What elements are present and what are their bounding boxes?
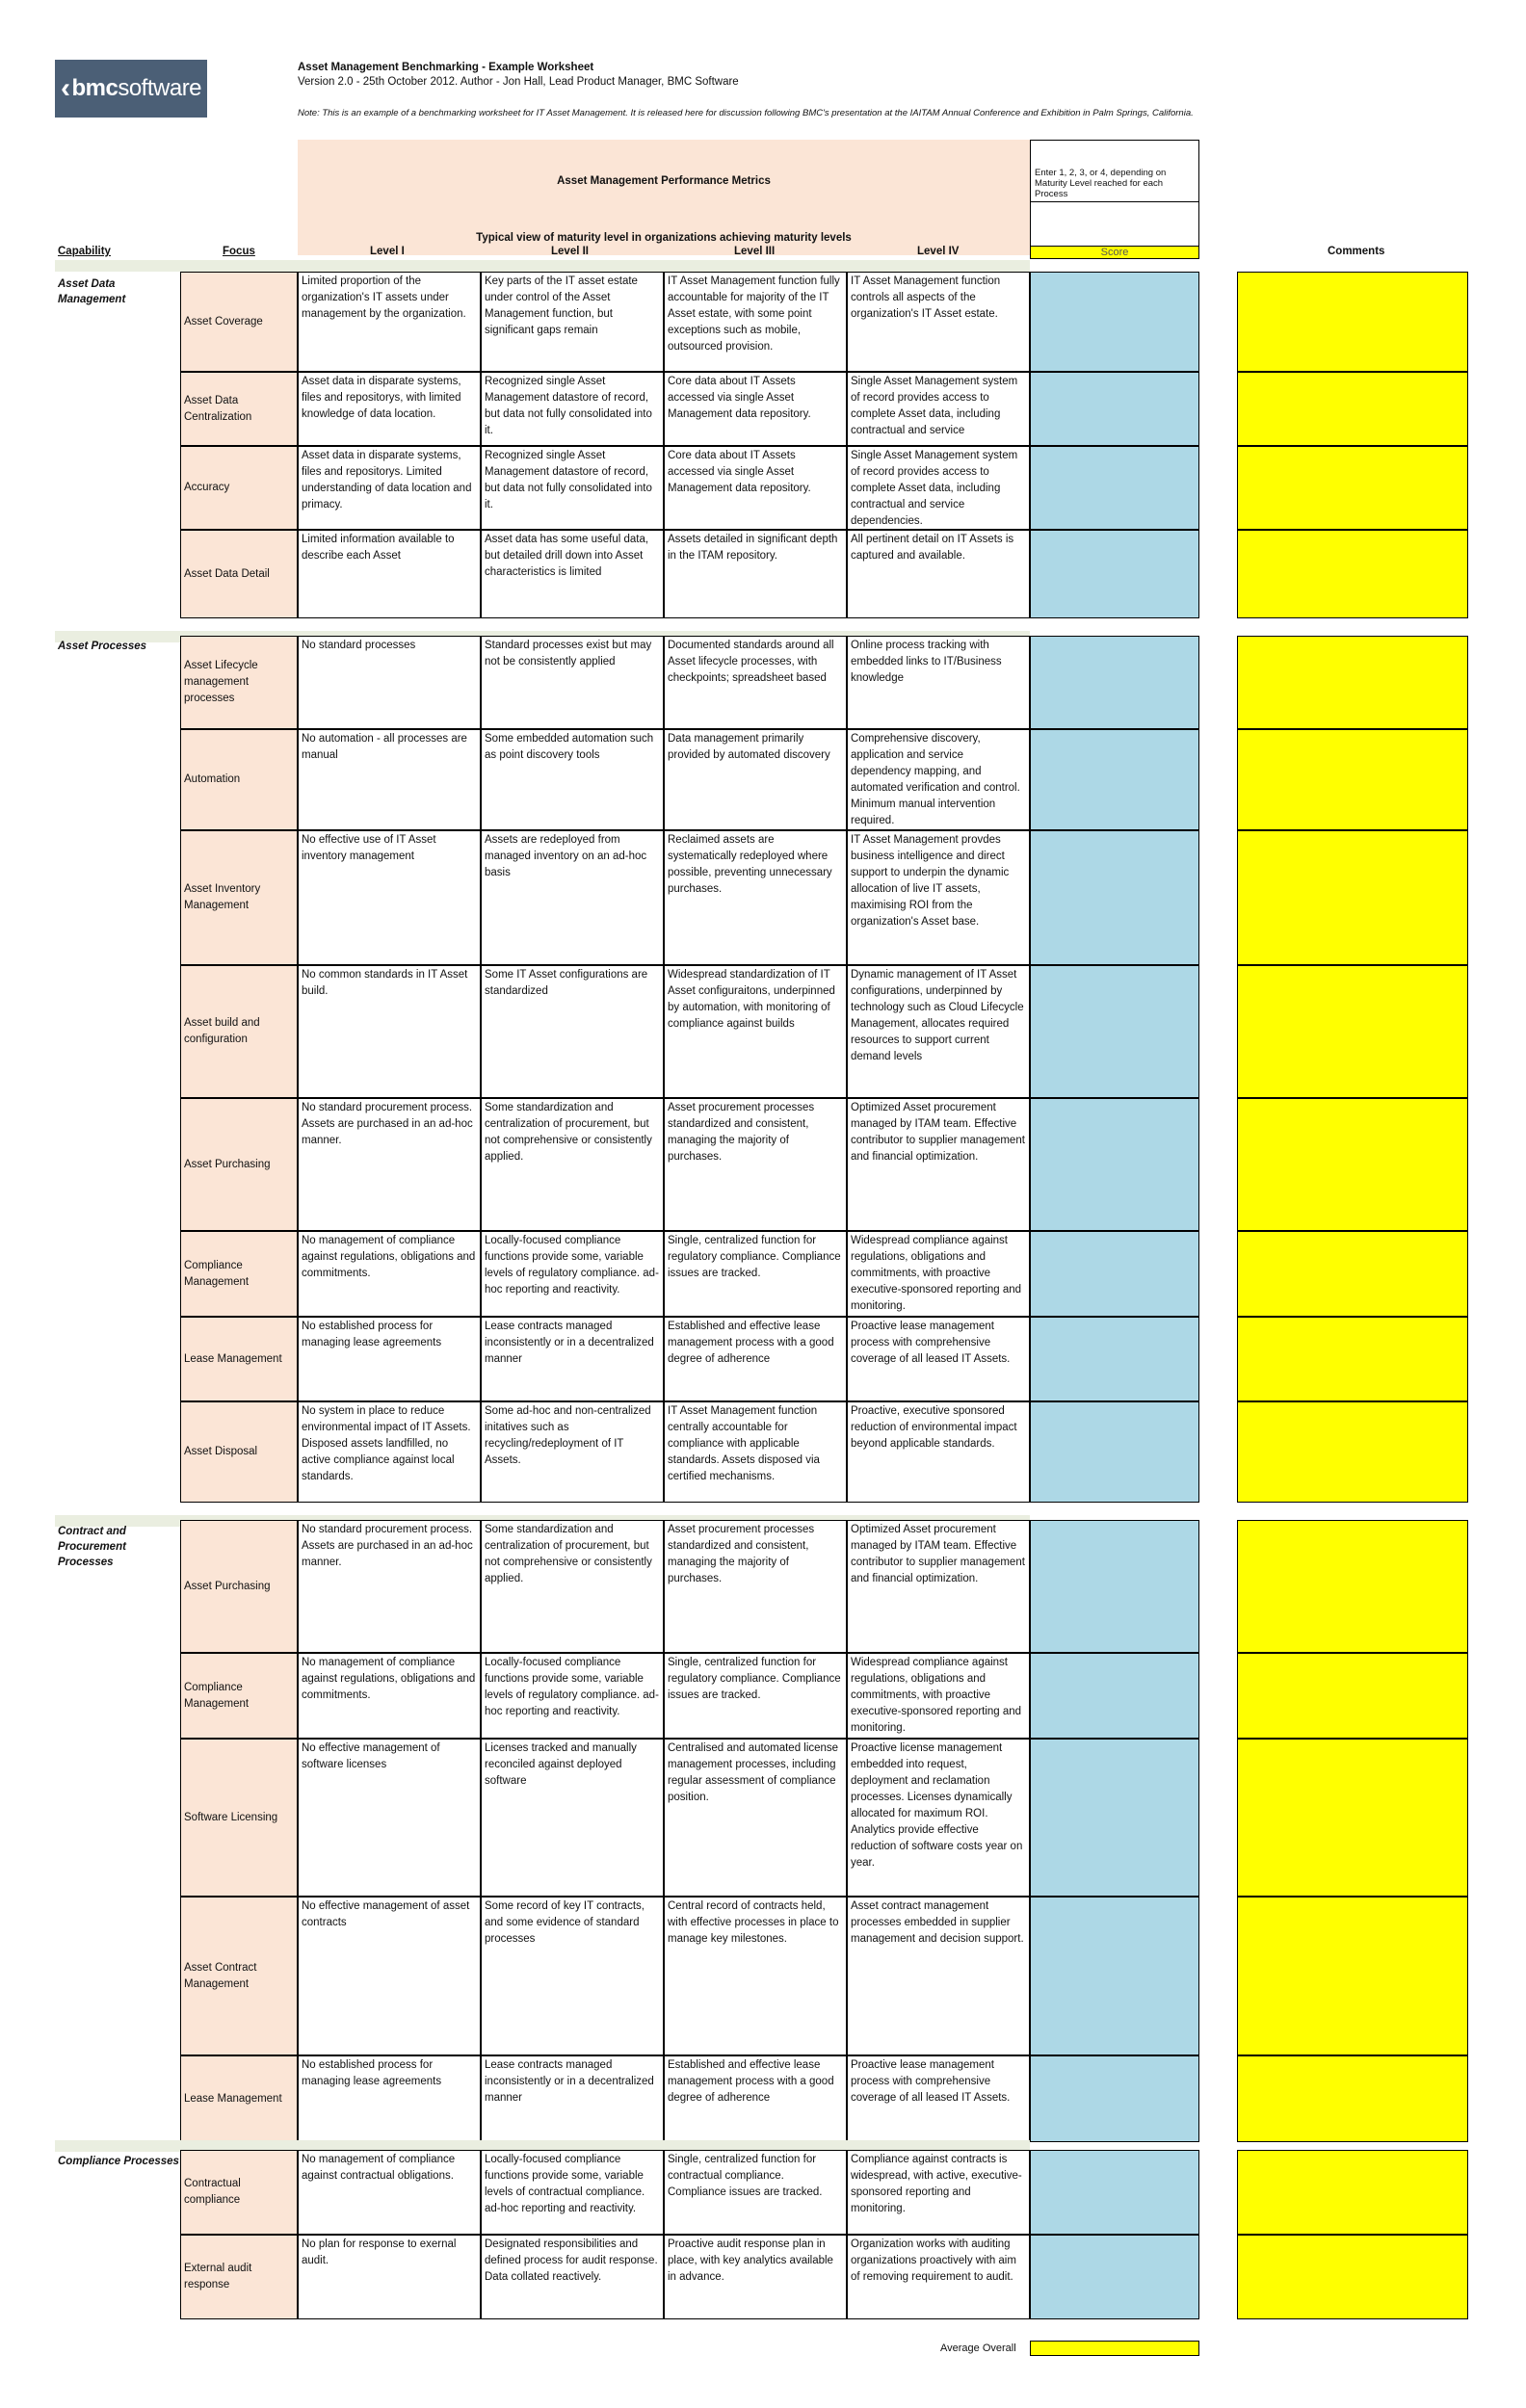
focus-cell: Asset Data Centralization [180, 372, 298, 446]
focus-cell: Software Licensing [180, 1739, 298, 1897]
score-input-cell[interactable] [1030, 965, 1199, 1098]
focus-cell: Lease Management [180, 2055, 298, 2142]
level4-cell: Proactive lease management process with comprehensive coverage of all leased IT Assets. [847, 2055, 1030, 2142]
level4-cell: Widespread compliance against regulations, obligations and commitments, with proactive executive-sponsored reporting and monitoring. [847, 1231, 1030, 1317]
level1-cell: No standard processes [298, 636, 481, 729]
level3-cell: Core data about IT Assets accessed via single Asset Management data repository. [664, 446, 847, 530]
comment-input-cell[interactable] [1237, 2150, 1468, 2235]
level3-cell: Single, centralized function for contractual compliance. Compliance issues are tracked. [664, 2150, 847, 2235]
level3-cell: Central record of contracts held, with effective processes in place to manage key milestones. [664, 1897, 847, 2055]
level3-cell: Reclaimed assets are systematically redeployed where possible, preventing unnecessary purchases. [664, 830, 847, 965]
level1-cell: No automation - all processes are manual [298, 729, 481, 830]
level1-cell: No system in place to reduce environmental impact of IT Assets. Disposed assets landfilled, no active compliance against local standards. [298, 1401, 481, 1503]
comment-input-cell[interactable] [1237, 1739, 1468, 1897]
logo-software-text: software [118, 75, 202, 101]
score-input-cell[interactable] [1030, 2150, 1199, 2235]
capability-label: Contract and Procurement Processes [58, 1526, 126, 1568]
score-input-cell[interactable] [1030, 272, 1199, 372]
focus-cell: Asset Contract Management [180, 1897, 298, 2055]
focus-cell: Compliance Management [180, 1231, 298, 1317]
level4-cell: Single Asset Management system of record provides access to complete Asset data, including contractual and service [847, 372, 1030, 446]
level2-cell: Licenses tracked and manually reconciled against deployed software [481, 1739, 664, 1897]
focus-cell: Asset Coverage [180, 272, 298, 372]
level1-cell: No effective use of IT Asset inventory management [298, 830, 481, 965]
level3-cell: Documented standards around all Asset lifecycle processes, with checkpoints; spreadsheet based [664, 636, 847, 729]
level4-cell: Organization works with auditing organizations proactively with aim of removing requirement to audit. [847, 2235, 1030, 2319]
level2-cell: Recognized single Asset Management datastore of record, but data not fully consolidated into it. [481, 446, 664, 530]
level4-cell: Compliance against contracts is widespread, with active, executive-sponsored reporting and monitoring. [847, 2150, 1030, 2235]
level3-cell: Established and effective lease management process with a good degree of adherence [664, 2055, 847, 2142]
average-overall-label: Average Overall [940, 2343, 1016, 2354]
level3-cell: Established and effective lease management process with a good degree of adherence [664, 1317, 847, 1401]
level2-cell: Designated responsibilities and defined process for audit response. Data collated reactively. [481, 2235, 664, 2319]
comment-input-cell[interactable] [1237, 530, 1468, 618]
comments-column-header: Comments [1328, 246, 1385, 257]
comment-input-cell[interactable] [1237, 636, 1468, 729]
focus-cell: Automation [180, 729, 298, 830]
focus-cell: Asset Lifecycle management processes [180, 636, 298, 729]
score-input-cell[interactable] [1030, 1897, 1199, 2055]
comment-input-cell[interactable] [1237, 1897, 1468, 2055]
comment-input-cell[interactable] [1237, 729, 1468, 830]
level2-cell: Locally-focused compliance functions provide some, variable levels of regulatory compliance. ad-hoc reporting and reactivity. [481, 1231, 664, 1317]
level4-cell: Asset contract management processes embedded in supplier management and decision support. [847, 1897, 1030, 2055]
score-input-cell[interactable] [1030, 1520, 1199, 1653]
score-input-cell[interactable] [1030, 1401, 1199, 1503]
focus-cell: Compliance Management [180, 1653, 298, 1739]
score-input-cell[interactable] [1030, 1098, 1199, 1231]
level1-cell: No standard procurement process. Assets are purchased in an ad-hoc manner. [298, 1098, 481, 1231]
level1-cell: No established process for managing lease agreements [298, 1317, 481, 1401]
score-input-cell[interactable] [1030, 2055, 1199, 2142]
level4-cell: Proactive lease management process with comprehensive coverage of all leased IT Assets. [847, 1317, 1030, 1401]
score-input-cell[interactable] [1030, 636, 1199, 729]
level1-cell: Asset data in disparate systems, files and repositorys, with limited knowledge of data location. [298, 372, 481, 446]
level3-cell: Assets detailed in significant depth in the ITAM repository. [664, 530, 847, 618]
level1-cell: No common standards in IT Asset build. [298, 965, 481, 1098]
score-input-cell[interactable] [1030, 1739, 1199, 1897]
bmc-software-logo [55, 60, 207, 118]
focus-cell: Lease Management [180, 1317, 298, 1401]
level4-cell: Widespread compliance against regulations, obligations and commitments, with proactive executive-sponsored reporting and monitoring. [847, 1653, 1030, 1739]
level2-column-header: Level II [551, 246, 589, 257]
worksheet-title: Asset Management Benchmarking - Example Worksheet [298, 62, 594, 73]
level3-cell: IT Asset Management function centrally accountable for compliance with applicable standards. Assets disposed via certified mechanisms. [664, 1401, 847, 1503]
level4-cell: Dynamic management of IT Asset configurations, underpinned by technology such as Cloud Lifecycle Management, allocates required resources to support current demand levels [847, 965, 1030, 1098]
score-input-cell[interactable] [1030, 830, 1199, 965]
focus-cell: Asset build and configuration [180, 965, 298, 1098]
capability-label: Compliance Processes [58, 2156, 179, 2167]
score-input-cell[interactable] [1030, 372, 1199, 446]
level3-cell: IT Asset Management function fully accountable for majority of the IT Asset estate, with some point exceptions such as mobile, outsourced provision. [664, 272, 847, 372]
level3-cell: Core data about IT Assets accessed via single Asset Management data repository. [664, 372, 847, 446]
score-column-header: Score [1030, 246, 1199, 259]
score-header-blank [1030, 201, 1199, 246]
level1-cell: Limited proportion of the organization's IT assets under management by the organization. [298, 272, 481, 372]
score-input-cell[interactable] [1030, 446, 1199, 530]
score-input-cell[interactable] [1030, 2235, 1199, 2319]
level1-cell: No management of compliance against contractual obligations. [298, 2150, 481, 2235]
level2-cell: Locally-focused compliance functions provide some, variable levels of regulatory compliance. ad-hoc reporting and reactivity. [481, 1653, 664, 1739]
focus-cell: Accuracy [180, 446, 298, 530]
level1-cell: Asset data in disparate systems, files and repositorys. Limited understanding of data location and primacy. [298, 446, 481, 530]
level2-cell: Assets are redeployed from managed inventory on an ad-hoc basis [481, 830, 664, 965]
score-input-cell[interactable] [1030, 1231, 1199, 1317]
comment-input-cell[interactable] [1237, 1317, 1468, 1401]
score-input-cell[interactable] [1030, 530, 1199, 618]
level2-cell: Some record of key IT contracts, and some evidence of standard processes [481, 1897, 664, 2055]
score-input-cell[interactable] [1030, 729, 1199, 830]
comment-input-cell[interactable] [1237, 372, 1468, 446]
level3-cell: Single, centralized function for regulatory compliance. Compliance issues are tracked. [664, 1231, 847, 1317]
level2-cell: Some standardization and centralization of procurement, but not comprehensive or consistently applied. [481, 1098, 664, 1231]
comment-input-cell[interactable] [1237, 1231, 1468, 1317]
comment-input-cell[interactable] [1237, 2055, 1468, 2142]
level1-cell: No standard procurement process. Assets are purchased in an ad-hoc manner. [298, 1520, 481, 1653]
level2-cell: Lease contracts managed inconsistently or in a decentralized manner [481, 1317, 664, 1401]
average-overall-cell[interactable] [1030, 2341, 1199, 2356]
logo-bmc-text: bmc [71, 75, 118, 101]
level2-cell: Some ad-hoc and non-centralized initatives such as recycling/redeployment of IT Assets. [481, 1401, 664, 1503]
level3-cell: Asset procurement processes standardized and consistent, managing the majority of purchases. [664, 1098, 847, 1231]
level4-cell: Optimized Asset procurement managed by ITAM team. Effective contributor to supplier management and financial optimization. [847, 1098, 1030, 1231]
level2-cell: Asset data has some useful data, but detailed drill down into Asset characteristics is limited [481, 530, 664, 618]
logo-chevron-icon: ‹ [60, 72, 70, 104]
score-input-cell[interactable] [1030, 1653, 1199, 1739]
level4-cell: Online process tracking with embedded links to IT/Business knowledge [847, 636, 1030, 729]
level1-cell: No management of compliance against regulations, obligations and commitments. [298, 1231, 481, 1317]
comment-input-cell[interactable] [1237, 1098, 1468, 1231]
focus-cell: Contractual compliance [180, 2150, 298, 2235]
focus-column-header: Focus [223, 246, 255, 257]
focus-cell: External audit response [180, 2235, 298, 2319]
level3-cell: Single, centralized function for regulatory compliance. Compliance issues are tracked. [664, 1653, 847, 1739]
maturity-subtitle: Typical view of maturity level in organizations achieving maturity levels [476, 232, 852, 244]
level1-cell: No effective management of software licenses [298, 1739, 481, 1897]
level3-cell: Centralised and automated license management processes, including regular assessment of compliance position. [664, 1739, 847, 1897]
score-instructions: Enter 1, 2, 3, or 4, depending on Maturity Level reached for each Process [1030, 140, 1199, 201]
comment-input-cell[interactable] [1237, 446, 1468, 530]
level4-cell: Optimized Asset procurement managed by ITAM team. Effective contributor to supplier management and financial optimization. [847, 1520, 1030, 1653]
level1-cell: No plan for response to exernal audit. [298, 2235, 481, 2319]
level2-cell: Some IT Asset configurations are standardized [481, 965, 664, 1098]
level4-cell: Proactive license management embedded into request, deployment and reclamation processes. Licenses dynamically allocated for maximum ROI. Analytics provide effective reduction of software costs year on year. [847, 1739, 1030, 1897]
comment-input-cell[interactable] [1237, 1401, 1468, 1503]
level4-column-header: Level IV [917, 246, 960, 257]
level4-cell: Single Asset Management system of record provides access to complete Asset data, including contractual and service dependencies. [847, 446, 1030, 530]
focus-cell: Asset Purchasing [180, 1520, 298, 1653]
level1-cell: No management of compliance against regulations, obligations and commitments. [298, 1653, 481, 1739]
level2-cell: Some standardization and centralization of procurement, but not comprehensive or consistently applied. [481, 1520, 664, 1653]
comment-input-cell[interactable] [1237, 1653, 1468, 1739]
capability-label: Asset Data Management [58, 278, 126, 305]
capability-label: Asset Processes [58, 641, 147, 652]
section-band [55, 260, 1030, 272]
comment-input-cell[interactable] [1237, 965, 1468, 1098]
focus-cell: Asset Data Detail [180, 530, 298, 618]
level1-cell: No established process for managing lease agreements [298, 2055, 481, 2142]
level4-cell: IT Asset Management provdes business intelligence and direct support to underpin the dynamic allocation of live IT assets, maximising ROI from the organization's Asset base. [847, 830, 1030, 965]
score-input-cell[interactable] [1030, 1317, 1199, 1401]
level4-cell: All pertinent detail on IT Assets is captured and available. [847, 530, 1030, 618]
capability-column-header: Capability [58, 246, 111, 257]
level3-cell: Proactive audit response plan in place, with key analytics available in advance. [664, 2235, 847, 2319]
level4-cell: Proactive, executive sponsored reduction of environmental impact beyond applicable standards. [847, 1401, 1030, 1503]
level2-cell: Some embedded automation such as point discovery tools [481, 729, 664, 830]
level3-cell: Widespread standardization of IT Asset configuraitons, underpinned by automation, with monitoring of compliance against builds [664, 965, 847, 1098]
level1-column-header: Level I [370, 246, 405, 257]
comment-input-cell[interactable] [1237, 1520, 1468, 1653]
level4-cell: Comprehensive discovery, application and service dependency mapping, and automated verification and control. Minimum manual intervention required. [847, 729, 1030, 830]
worksheet-note: Note: This is an example of a benchmarking worksheet for IT Asset Management. It is released here for discussion following BMC's presentation at the IAITAM Annual Conference and Exhibition in Palm Springs, California. [298, 108, 1194, 118]
focus-cell: Asset Purchasing [180, 1098, 298, 1231]
worksheet-version: Version 2.0 - 25th October 2012. Author - Jon Hall, Lead Product Manager, BMC Software [298, 76, 739, 88]
level3-cell: Asset procurement processes standardized and consistent, managing the majority of purchases. [664, 1520, 847, 1653]
comment-input-cell[interactable] [1237, 830, 1468, 965]
comment-input-cell[interactable] [1237, 2235, 1468, 2319]
level2-cell: Key parts of the IT asset estate under control of the Asset Management function, but significant gaps remain [481, 272, 664, 372]
level2-cell: Lease contracts managed inconsistently or in a decentralized manner [481, 2055, 664, 2142]
level2-cell: Locally-focused compliance functions provide some, variable levels of contractual compliance. ad-hoc reporting and reactivity. [481, 2150, 664, 2235]
level3-column-header: Level III [734, 246, 776, 257]
level3-cell: Data management primarily provided by automated discovery [664, 729, 847, 830]
level1-cell: No effective management of asset contracts [298, 1897, 481, 2055]
comment-input-cell[interactable] [1237, 272, 1468, 372]
level4-cell: IT Asset Management function controls all aspects of the organization's IT Asset estate. [847, 272, 1030, 372]
level2-cell: Recognized single Asset Management datastore of record, but data not fully consolidated into it. [481, 372, 664, 446]
level2-cell: Standard processes exist but may not be consistently applied [481, 636, 664, 729]
focus-cell: Asset Disposal [180, 1401, 298, 1503]
focus-cell: Asset Inventory Management [180, 830, 298, 965]
level1-cell: Limited information available to describe each Asset [298, 530, 481, 618]
metrics-title: Asset Management Performance Metrics [557, 175, 771, 187]
